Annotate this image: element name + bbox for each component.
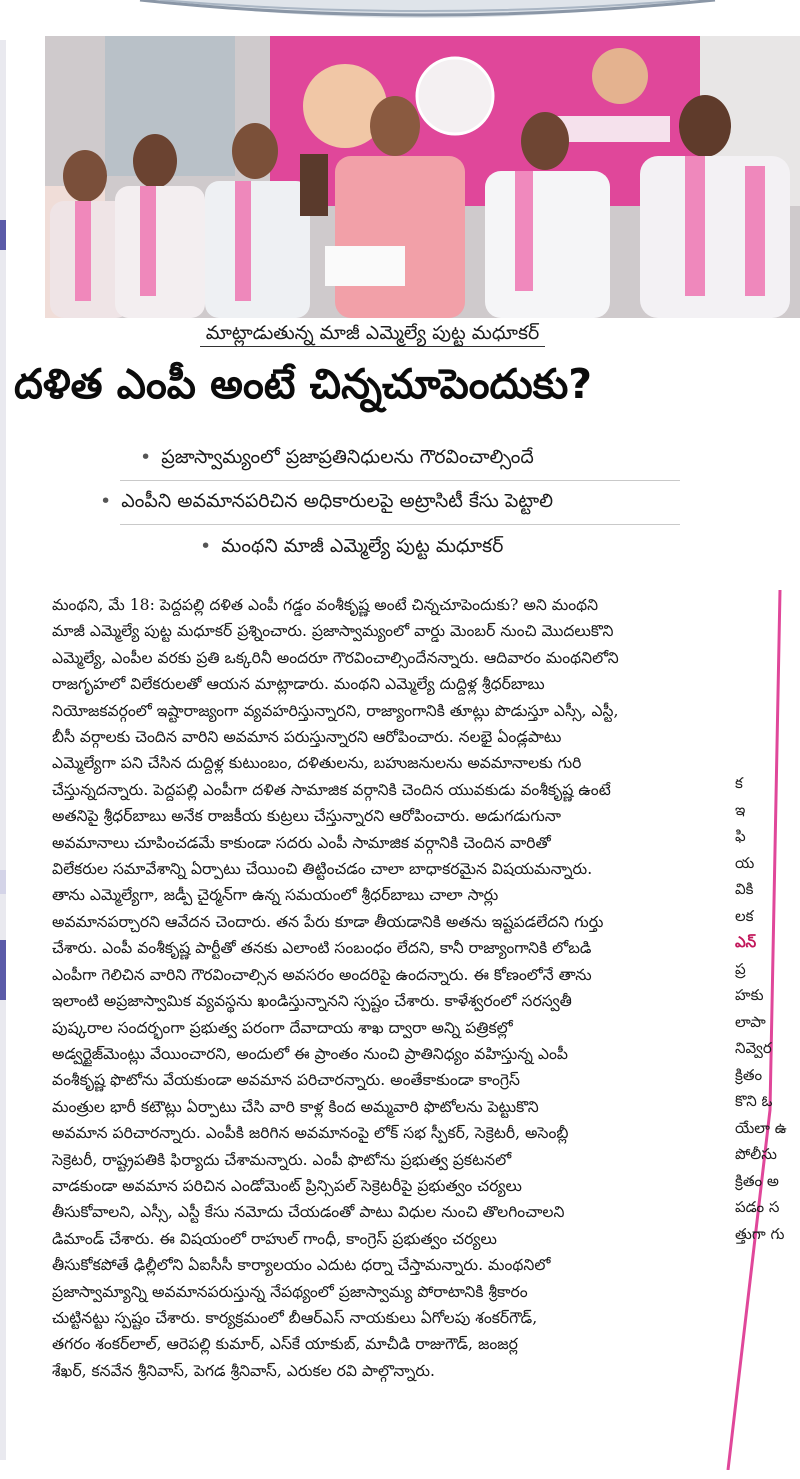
adjacent-line: య (735, 853, 755, 872)
adjacent-line: ఫి (735, 827, 746, 845)
article-line: చుట్టినట్టు స్పష్టం చేశారు. కార్యక్రమంలో బీఆర్‌ఎస్ నాయకులు ఏగోలపు శంకర్‌గౌడ్, (52, 1308, 538, 1327)
adjacent-line: త్తుగా గు (735, 1224, 785, 1243)
highlight-item: • ఎంపీని అవమానపరిచిన అధికారులపై అట్రాసిటీ కేసు పెట్టాలి (100, 490, 554, 512)
adjacent-line: క్రితం అ (735, 1171, 779, 1190)
article-line: అడ్వర్టైజ్‌మెంట్లు వేయించారని, అందులో ఈ ప్రాంతం నుంచి ప్రాతినిధ్యం వహిస్తున్న ఎంపీ (52, 1044, 568, 1063)
news-photo (45, 36, 800, 318)
adjacent-line: యేలా ఉ (735, 1118, 787, 1137)
article-line: పుష్కరాల సందర్భంగా ప్రభుత్వ పరంగా దేవాదాయ శాఖ ద్వారా అన్ని పత్రికల్లో (52, 1018, 513, 1037)
bullet-icon: • (140, 446, 152, 468)
article-line: ఎంపీగా గెలిచిన వారిని గౌరవించాల్సిన అవసరం అందరిపై ఉందన్నారు. ఈ కోణంలోనే తాను (52, 965, 592, 984)
divider (120, 480, 680, 481)
article-body (52, 592, 712, 1384)
article-line: ఎమ్మెల్యేగా పని చేసిన దుద్దిళ్ల కుటుంబం, దళితులను, బహుజనులను అవమానాలకు గురి (52, 754, 582, 773)
article-line: ఎమ్మెల్యే, ఎంపీల వరకు ప్రతి ఒక్కరినీ అందరూ గౌరవించాల్సిందేనన్నారు. ఆదివారం మంథనిలోని (52, 648, 619, 667)
article-line: అతనిపై శ్రీధర్‌బాబు అనేక రాజకీయ కుట్రలు చేస్తున్నారని ఆరోపించారు. అడుగడుగునా (52, 807, 561, 826)
adjacent-line: కొని ఓ (735, 1092, 773, 1110)
article-line: మంథని, మే 18: పెద్దపల్లి దళిత ఎంపీ గడ్డం వంశీకృష్ణ అంటే చిన్నచూపెందుకు? అని మంథని (52, 596, 599, 614)
article-line: మాజీ ఎమ్మెల్యే పుట్ట మధూకర్ ప్రశ్నించారు. ప్రజాస్వామ్యంలో వార్డు మెంబర్ నుంచి మొదలుకొని (52, 622, 614, 641)
adjacent-line: ఇ (735, 800, 746, 819)
article-line: చేస్తున్నదన్నారు. పెద్దపల్లి ఎంపీగా దళిత సామాజిక వర్గానికి చెందిన యువకుడు వంశీకృష్ణ ఉంటే (52, 780, 611, 799)
photo-caption: మాట్లాడుతున్న మాజీ ఎమ్మెల్యే పుట్ట మధూకర్ (0, 322, 745, 349)
article-line: డిమాండ్ చేశారు. ఈ విషయంలో రాహుల్ గాంధీ, కాంగ్రెస్ ప్రభుత్వం చర్యలు (52, 1229, 497, 1248)
bullet-icon: • (200, 535, 212, 557)
highlight-item: • మంథని మాజీ ఎమ్మెల్యే పుట్ట మధూకర్ (200, 535, 504, 557)
article-line: సెక్రెటరీ, రాష్ట్రపతికి ఫిర్యాదు చేశామన్నారు. ఎంపీ ఫొటోను ప్రభుత్వ ప్రకటనలో (52, 1150, 512, 1169)
article-line: అవమాన పరిచారన్నారు. ఎంపీకి జరిగిన అవమానంపై లోక్ సభ స్పీకర్, సెక్రెటరీ, అసెంబ్లీ (52, 1124, 569, 1143)
article-line: తీసుకోవాలని, ఎస్సీ, ఎస్టీ కేసు నమోదు చేయడంతో పాటు విధుల నుంచి తొలగించాలని (52, 1203, 565, 1222)
adjacent-column-edge (0, 40, 6, 1460)
adjacent-line: పోలీసు (735, 1145, 777, 1163)
top-decorative-arc (0, 0, 800, 40)
article-line: ప్రజాస్వామ్యాన్ని అవమానపరుస్తున్న నేపథ్యంలో ప్రజాస్వామ్య పోరాటానికి శ్రీకారం (52, 1282, 528, 1301)
article-line: ఇలాంటి అప్రజాస్వామిక వ్యవస్థను ఖండిస్తున్నానని స్పష్టం చేశారు. కాళేశ్వరంలో సరస్వతీ (52, 992, 572, 1011)
adjacent-article (735, 770, 800, 1470)
article-line: విలేకరుల సమావేశాన్ని ఏర్పాటు చేయించి తిట్టించడం చాలా బాధాకరమైన విషయమన్నారు. (52, 860, 593, 879)
article-line: వాడకుండా అవమాన పరిచిన ఎండోమెంట్ ప్రిన్సిపల్ సెక్రెటరీపై ప్రభుత్వం చర్యలు (52, 1176, 522, 1195)
article-line: తీసుకోకపోతే ఢిల్లీలోని ఏఐసీసీ కార్యాలయం ఎదుట ధర్నా చేస్తామన్నారు. మంథనిలో (52, 1256, 551, 1275)
headline: దళిత ఎంపీ అంటే చిన్నచూపెందుకు? (14, 360, 593, 408)
article-line: తగరం శంకర్‌లాల్, ఆరెపల్లి కుమార్, ఎస్‌కే యాకుబ్, మాచీడి రాజుగౌడ్, జంజర్ల (52, 1335, 518, 1354)
adjacent-line: వికి (735, 880, 754, 898)
adjacent-line: లక (735, 906, 754, 925)
article-line: తాను ఎమ్మెల్యేగా, జడ్పీ చైర్మన్‌గా ఉన్న సమయంలో శ్రీధర్‌బాబు చాలా సార్లు (52, 886, 499, 905)
adjacent-heading: ఎన్ (735, 933, 757, 951)
article-line: బీసీ వర్గాలకు చెందిన వారిని అవమాన పరుస్తున్నారని ఆరోపించారు. నలభై ఏండ్లపాటు (52, 728, 562, 747)
highlight-item: • ప్రజాస్వామ్యంలో ప్రజాప్రతినిధులను గౌరవించాల్సిందే (140, 446, 534, 468)
article-line: నియోజకవర్గంలో ఇష్టారాజ్యంగా వ్యవహరిస్తున్నారని, రాజ్యాంగానికి తూట్లు పొడుస్తూ ఎస్సీ, ఎస్టీ, (52, 701, 619, 720)
article-line: అవమానపర్చారని ఆవేదన చెందారు. తన పేరు కూడా తీయడానికి అతను ఇష్టపడలేదని గుర్తు (52, 912, 604, 931)
adjacent-line: పడం స (735, 1198, 780, 1216)
adjacent-line: క్రితం (735, 1065, 763, 1084)
article-line: రాజగృహలో విలేకరులతో ఆయన మాట్లాడారు. మంథని ఎమ్మెల్యే దుద్దిళ్ల శ్రీధర్‌బాబు (52, 675, 545, 694)
adjacent-line: హకు (735, 986, 764, 1004)
article-line: మంత్రుల భారీ కటౌట్లు ఏర్పాటు చేసి వారి కాళ్ల కింద అమ్మవారి ఫొటోలను పెట్టుకొని (52, 1097, 539, 1116)
adjacent-line: నివ్వెర (735, 1039, 772, 1057)
adjacent-line: క (735, 774, 743, 792)
adjacent-line: లాపా (735, 1012, 766, 1031)
article-line: వంశీకృష్ణ ఫొటోను వేయకుండా అవమాన పరిచారన్నారు. అంతేకాకుండా కాంగ్రెస్ (52, 1071, 520, 1090)
article-line: చేశారు. ఎంపీ వంశీకృష్ణ పార్టీతో తనకు ఎలాంటి సంబంధం లేదని, కానీ రాజ్యాంగానికి లోబడి (52, 939, 592, 958)
adjacent-line: ప్ర (735, 959, 746, 978)
article-line: శేఖర్, కనవేన శ్రీనివాస్, పెగడ శ్రీనివాస్, ఎరుకల రవి పాల్గొన్నారు. (52, 1361, 435, 1380)
bullet-icon: • (100, 490, 112, 512)
divider (120, 524, 680, 525)
article-line: అవమానాలు చూపించడమే కాకుండా సదరు ఎంపీ సామాజిక వర్గానికి చెందిన వారితో (52, 833, 551, 852)
